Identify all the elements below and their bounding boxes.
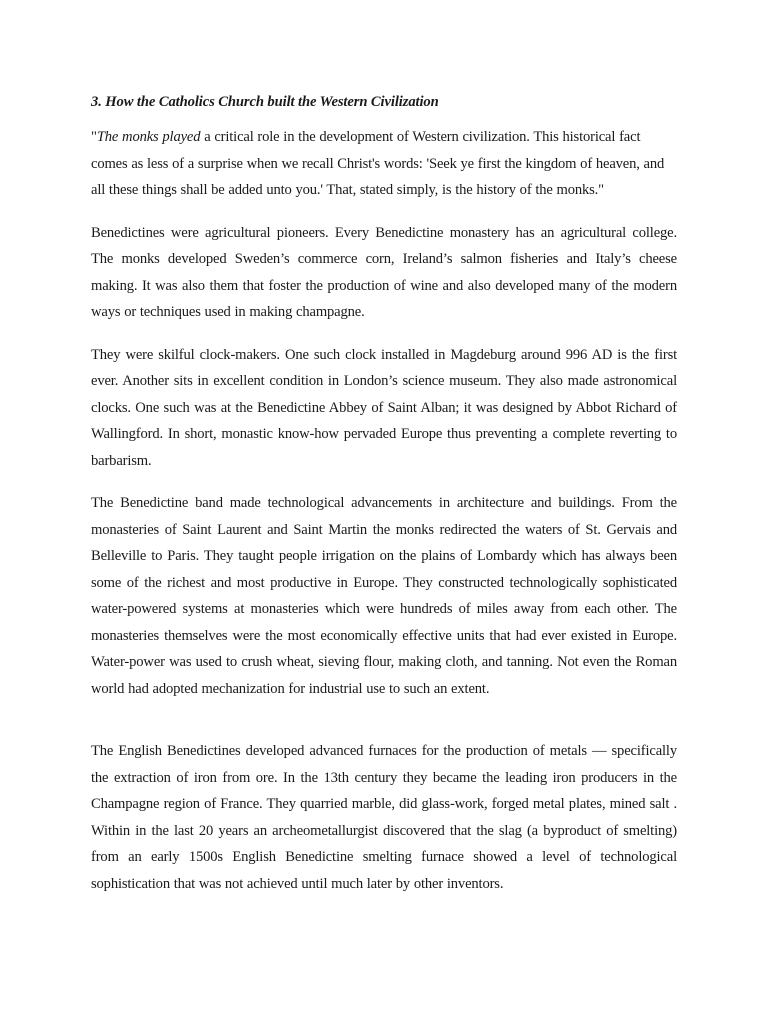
paragraph-metallurgy: The English Benedictines developed advanced furnaces for the production of metals — specifically the extraction of iron from ore. In the 13th century they became the leading iron producers in the Champagne region of France. They quarried marble, did glass-work, forged metal plates, mined salt . Within in the last 20 years an archeometallurgist discovered that the slag (a byproduct of smelting) from an early 1500s English Benedictine smelting furnace showed a level of technological sophistication that was not achieved until much later by other inventors. xyxy=(91,743,677,892)
document-body xyxy=(91,92,677,913)
paragraph-clocks: They were skilful clock-makers. One such clock installed in Magdeburg around 996 AD is the first ever. Another sits in excellent condition in London’s science museum. They also made astronomical clocks. One such was at the Benedictine Abbey of Saint Alban; it was designed by Abbot Richard of Wallingford. In short, monastic know-how pervaded Europe thus preventing a complete reverting to barbarism. xyxy=(91,346,677,469)
paragraph-agriculture: Benedictines were agricultural pioneers. Every Benedictine monastery has an agricultural college. The monks developed Sweden’s commerce corn, Ireland’s salmon fisheries and Italy’s cheese making. It was also them that foster the production of wine and also developed many of the modern ways or techniques used in making champagne. xyxy=(91,224,677,320)
paragraph-gap xyxy=(91,718,677,738)
quote-italic-lead: The monks played xyxy=(96,129,201,145)
quote-open-mark: " xyxy=(91,129,97,145)
quote-paragraph xyxy=(91,124,677,204)
paragraph-architecture: The Benedictine band made technological advancements in architecture and buildings. From the monasteries of Saint Laurent and Saint Martin the monks redirected the waters of St. Gervais and Belleville to Paris. They taught people irrigation on the plains of Lombardy which has always been some of the richest and most productive in Europe. They constructed technologically sophisticated water-powered systems at monasteries which were hundreds of miles away from each other. The monasteries themselves were the most economically effective units that had ever existed in Europe. Water-power was used to crush wheat, sieving flour, making cloth, and tanning. Not even the Roman world had adopted mechanization for industrial use to such an extent. xyxy=(91,495,677,697)
section-heading: 3. How the Catholics Church built the Western Civilization xyxy=(91,94,439,110)
quote-text: a critical role in the development of Western civilization. This historical fact comes as less of a surprise when we recall Christ's words: 'Seek ye first the kingdom of heaven, and all these things shall be added unto you.' That, stated simply, is the history of the monks." xyxy=(91,129,665,198)
